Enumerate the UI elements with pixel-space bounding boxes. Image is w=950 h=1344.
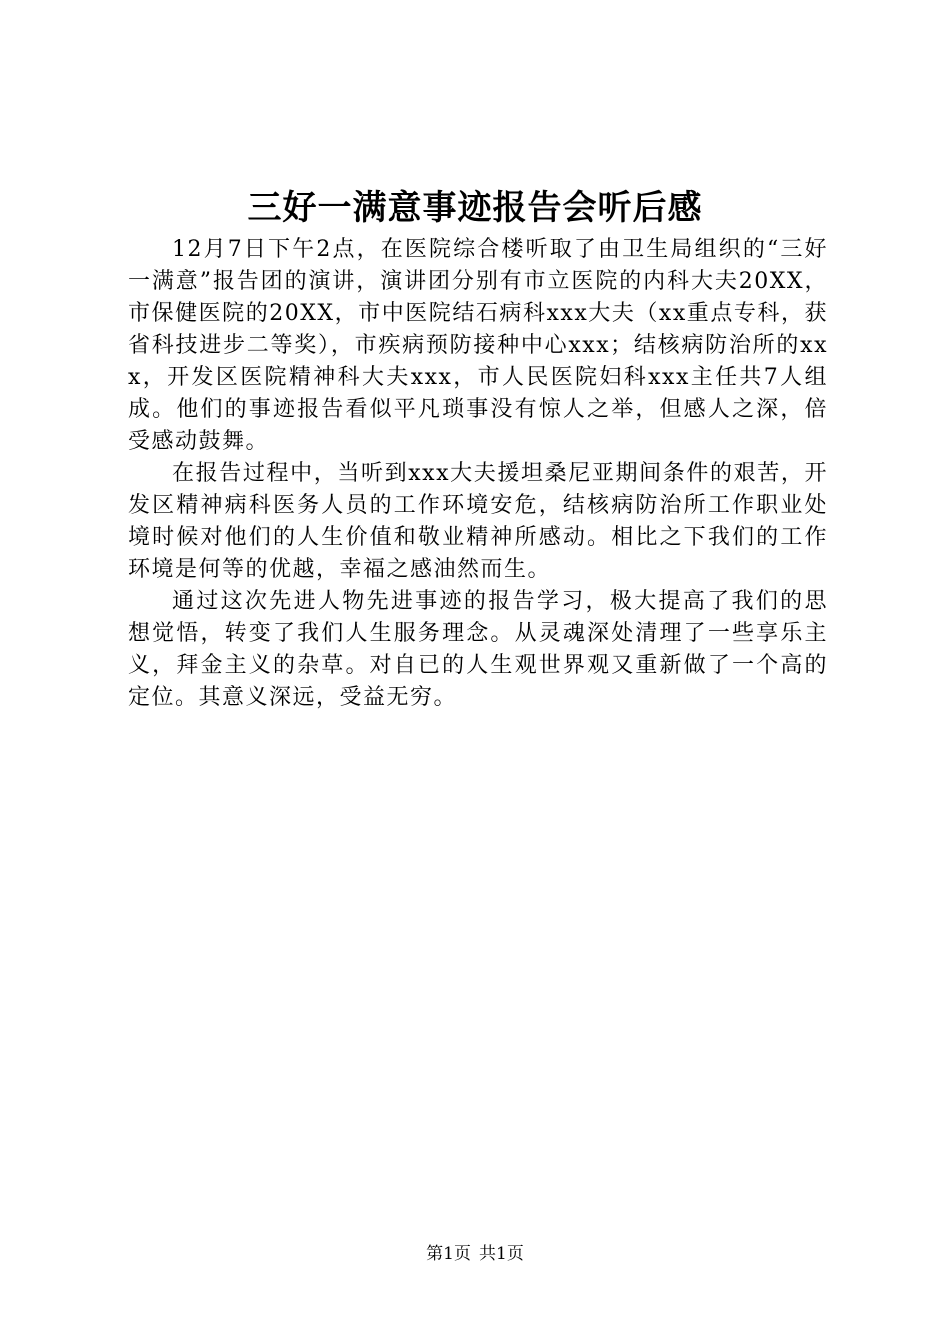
page-footer <box>0 1242 950 1266</box>
page-total: 共1页 <box>479 1244 524 1264</box>
document-title: 三好一满意事迹报告会听后感 <box>247 188 703 228</box>
paragraph: 通过这次先进人物先进事迹的报告学习，极大提高了我们的思想觉悟，转变了我们人生服务理念。从灵魂深处清理了一些享乐主义，拜金主义的杂草。对自已的人生观世界观又重新做了一个高的定位。其意义深远，受益无穷。 <box>128 589 828 710</box>
page-number: 第1页 <box>426 1244 471 1264</box>
paragraph: 12月7日下午2点，在医院综合楼听取了由卫生局组织的“三好一满意”报告团的演讲，演讲团分别有市立医院的内科大夫20XX，市保健医院的20XX，市中医院结石病科xxx大夫（xx重点专科，获省科技进步二等奖），市疾病预防接种中心xxx；结核病防治所的xxx，开发区医院精神科大夫xxx，市人民医院妇科xxx主任共7人组成。他们的事迹报告看似平凡琐事没有惊人之举，但感人之深，倍受感动鼓舞。 <box>128 237 828 454</box>
paragraph: 在报告过程中，当听到xxx大夫援坦桑尼亚期间条件的艰苦，开发区精神病科医务人员的工作环境安危，结核病防治所工作职业处境时候对他们的人生价值和敬业精神所感动。相比之下我们的工作环境是何等的优越，幸福之感油然而生。 <box>128 461 828 582</box>
document-body <box>128 234 828 714</box>
